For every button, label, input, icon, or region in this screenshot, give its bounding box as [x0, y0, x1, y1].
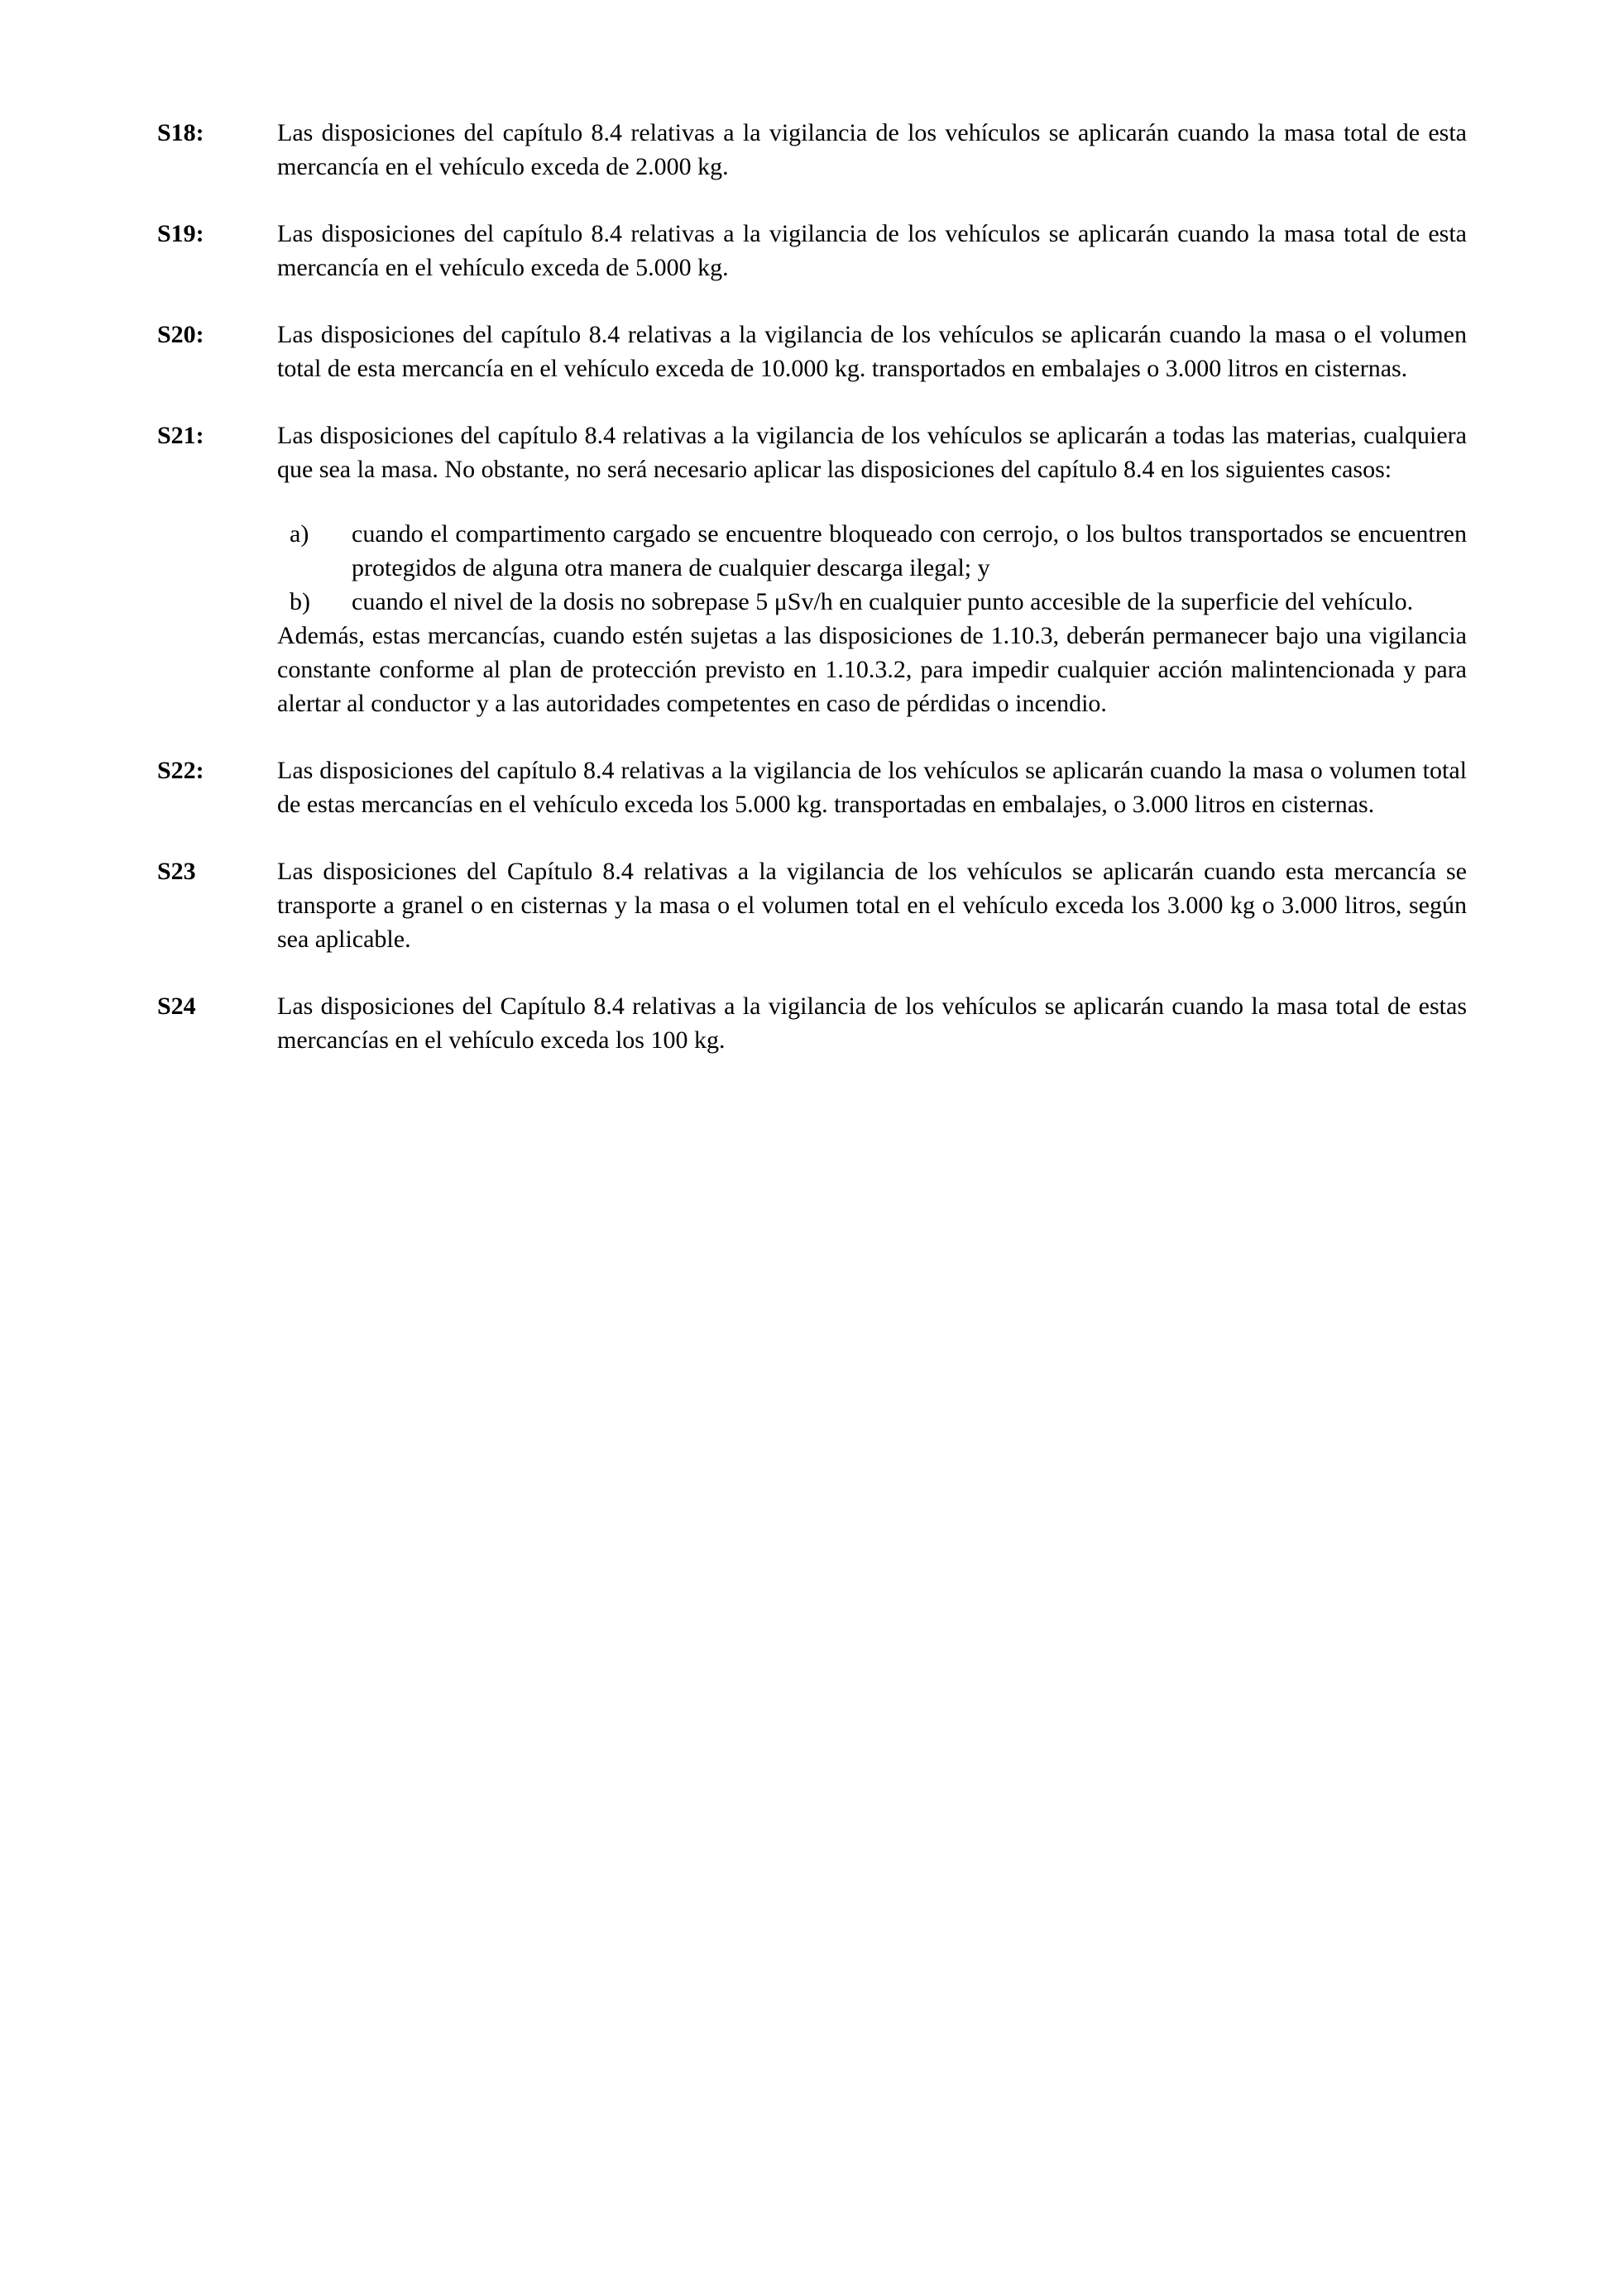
provision-s24 [157, 989, 1467, 1057]
provision-s18 [157, 116, 1467, 184]
provision-code-s22: S22: [157, 757, 204, 784]
provision-code-s23: S23 [157, 858, 196, 885]
list-marker-a: a) [290, 520, 309, 548]
provision-text-s22: Las disposiciones del capítulo 8.4 relativas a la vigilancia de los vehículos se aplicarán cuando la masa o volumen total de estas mercancías en el vehículo exceda los 5.000 kg. transportadas en embalajes, o 3.000 litros en cisternas. [277, 757, 1467, 818]
document-page [157, 116, 1467, 1090]
list-item-a [277, 517, 1467, 585]
provision-code-s20: S20: [157, 321, 204, 348]
list-item-b [277, 585, 1467, 619]
provision-text-s23: Las disposiciones del Capítulo 8.4 relativas a la vigilancia de los vehículos se aplicarán cuando esta mercancía se transporte a granel o en cisternas y la masa o el volumen total en el vehículo exceda los 3.000 kg o 3.000 litros, según sea aplicable. [277, 858, 1467, 953]
provision-s21-additional-text: Además, estas mercancías, cuando estén sujetas a las disposiciones de 1.10.3, deberán permanecer bajo una vigilancia constante conforme al plan de protección previsto en 1.10.3.2, para impedir cualquier acción malintencionada y para alertar al conductor y a las autoridades competentes en caso de pérdidas o incendio. [277, 622, 1467, 717]
provision-code-s18: S18: [157, 119, 204, 146]
provision-s23 [157, 854, 1467, 956]
provision-code-s19: S19: [157, 220, 204, 247]
provision-text-s18: Las disposiciones del capítulo 8.4 relativas a la vigilancia de los vehículos se aplicarán cuando la masa total de esta mercancía en el vehículo exceda de 2.000 kg. [277, 119, 1467, 180]
provision-s20 [157, 318, 1467, 385]
provision-s21-sublist [277, 517, 1467, 619]
list-marker-b: b) [290, 588, 310, 615]
provision-code-s24: S24 [157, 993, 196, 1020]
provision-s21 [157, 419, 1467, 720]
list-text-b: cuando el nivel de la dosis no sobrepase 5 μSv/h en cualquier punto accesible de la superficie del vehículo. [352, 588, 1414, 615]
provision-text-s24: Las disposiciones del Capítulo 8.4 relativas a la vigilancia de los vehículos se aplicarán cuando la masa total de estas mercancías en el vehículo exceda los 100 kg. [277, 993, 1467, 1054]
list-text-a: cuando el compartimento cargado se encuentre bloqueado con cerrojo, o los bultos transportados se encuentren protegidos de alguna otra manera de cualquier descarga ilegal; y [352, 520, 1467, 581]
provision-s19 [157, 217, 1467, 285]
provision-text-s19: Las disposiciones del capítulo 8.4 relativas a la vigilancia de los vehículos se aplicarán cuando la masa total de esta mercancía en el vehículo exceda de 5.000 kg. [277, 220, 1467, 281]
provision-text-s20: Las disposiciones del capítulo 8.4 relativas a la vigilancia de los vehículos se aplicarán cuando la masa o el volumen total de esta mercancía en el vehículo exceda de 10.000 kg. transportados en embalajes o 3.000 litros en cisternas. [277, 321, 1467, 382]
provision-text-s21: Las disposiciones del capítulo 8.4 relativas a la vigilancia de los vehículos se aplicarán a todas las materias, cualquiera que sea la masa. No obstante, no será necesario aplicar las disposiciones del capítulo 8.4 en los siguientes casos: [277, 422, 1467, 483]
provision-code-s21: S21: [157, 422, 204, 449]
provision-s22 [157, 753, 1467, 821]
